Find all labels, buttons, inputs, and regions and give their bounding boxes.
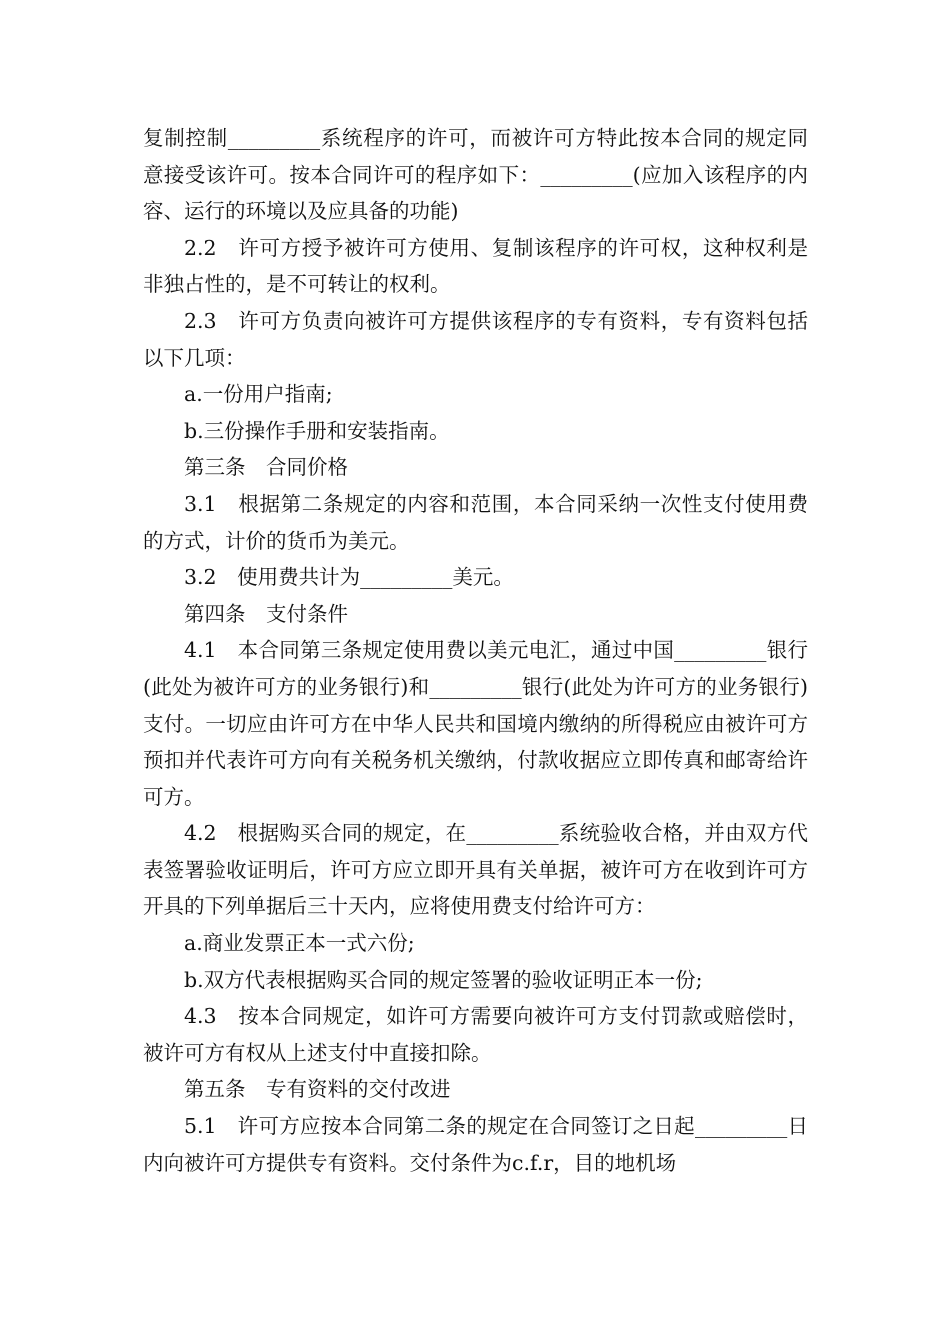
section-heading-article-5: 第五条 专有资料的交付改进 bbox=[184, 1077, 451, 1102]
paragraph-program-license: 复制控制_________系统程序的许可，而被许可方特此按本合同的规定同意接受该许可。按本合同许可的程序如下：_________(应加入该程序的内容、运行的环境以及应具备的功能) bbox=[143, 126, 808, 224]
paragraph-3-2: 3.2 使用费共计为_________美元。 bbox=[184, 565, 514, 590]
paragraph-4-2: 4.2 根据购买合同的规定，在_________系统验收合格，并由双方代表签署验收证明后，许可方应立即开具有关单据，被许可方在收到许可方开具的下列单据后三十天内，应将使用费支付给许可方： bbox=[143, 821, 808, 919]
section-heading-article-4: 第四条 支付条件 bbox=[184, 601, 348, 626]
paragraph-2-3: 2.3 许可方负责向被许可方提供该程序的专有资料，专有资料包括以下几项： bbox=[143, 308, 808, 370]
paragraph-5-1: 5.1 许可方应按本合同第二条的规定在合同签订之日起_________日内向被许可方提供专有资料。交付条件为c.f.r，目的地机场 bbox=[143, 1114, 808, 1175]
paragraph-4-1: 4.1 本合同第三条规定使用费以美元电汇，通过中国_________银行(此处为被许可方的业务银行)和_________银行(此处为许可方的业务银行)支付。一切应由许可方在中华人民共和国境内缴纳的所得税应由被许可方预扣并代表许可方向有关税务机关缴纳，付款收据应立即传真和邮寄给许可方。 bbox=[143, 638, 808, 809]
list-item-manuals: b.三份操作手册和安装指南。 bbox=[184, 418, 450, 443]
paragraph-2-2: 2.2 许可方授予被许可方使用、复制该程序的许可权，这种权利是非独占性的，是不可转让的权利。 bbox=[143, 235, 808, 297]
list-item-invoice: a.商业发票正本一式六份; bbox=[184, 931, 415, 956]
paragraph-4-3: 4.3 按本合同规定，如许可方需要向被许可方支付罚款或赔偿时，被许可方有权从上述支付中直接扣除。 bbox=[143, 1004, 808, 1065]
list-item-acceptance-certificate: b.双方代表根据购买合同的规定签署的验收证明正本一份; bbox=[184, 967, 703, 992]
contract-body bbox=[143, 120, 808, 1181]
list-item-user-guide: a.一份用户指南; bbox=[184, 382, 333, 407]
paragraph-3-1: 3.1 根据第二条规定的内容和范围，本合同采纳一次性支付使用费的方式，计价的货币为美元。 bbox=[143, 491, 808, 553]
section-heading-article-3: 第三条 合同价格 bbox=[184, 455, 348, 480]
